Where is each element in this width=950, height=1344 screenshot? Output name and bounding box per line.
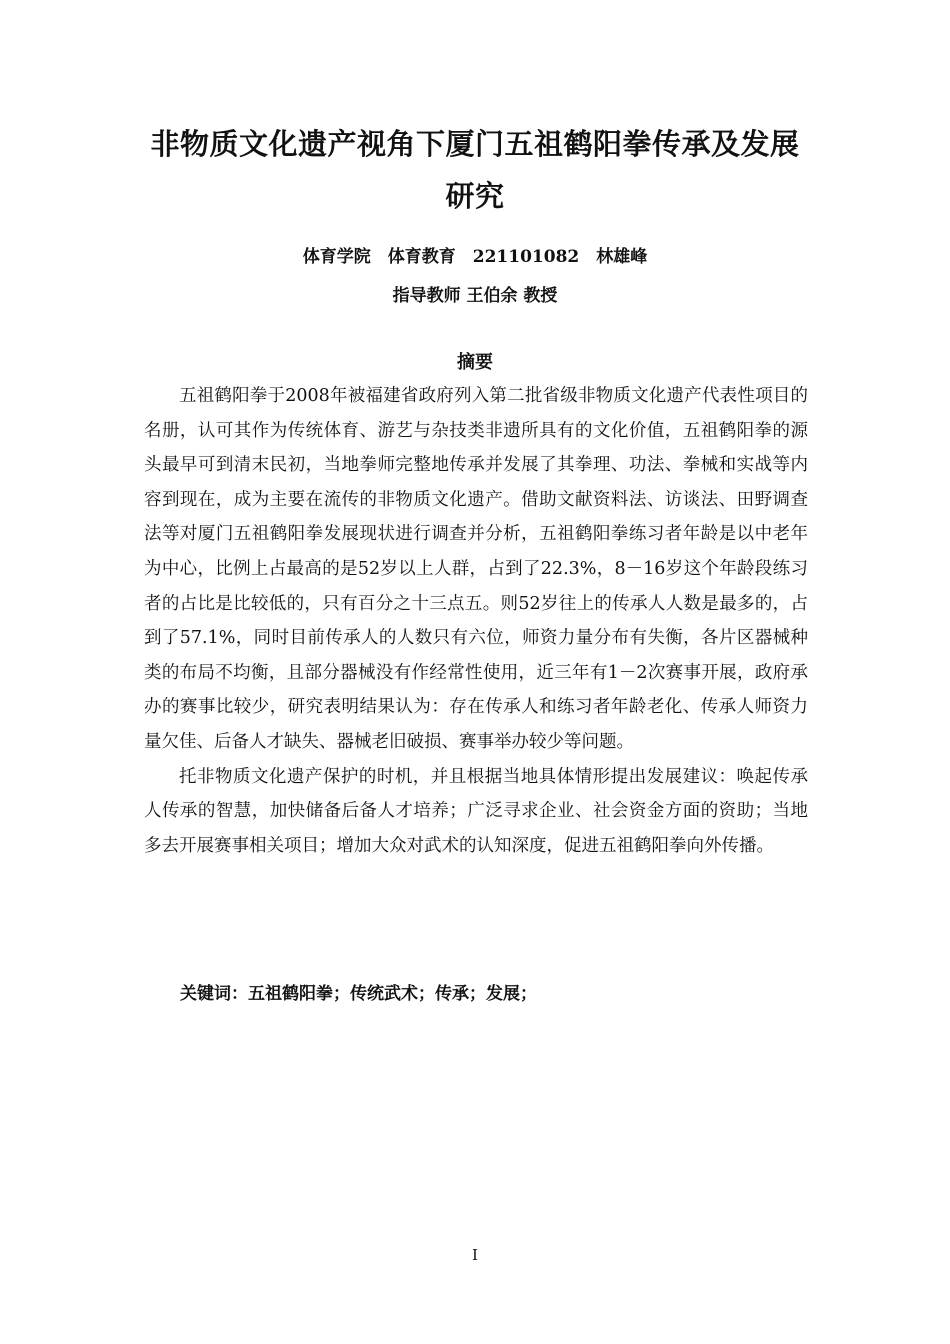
- keywords-line: 关键词：五祖鹤阳拳；传统武术；传承；发展；: [180, 984, 537, 1004]
- document-title: 非物质文化遗产视角下厦门五祖鹤阳拳传承及发展研究: [150, 127, 800, 213]
- advisor-info: 指导教师 王伯余 教授: [392, 286, 558, 306]
- abstract-paragraph-2: 托非物质文化遗产保护的时机，并且根据当地具体情形提出发展建议：唤起传承人传承的智慧，加快储备后备人才培养；广泛寻求企业、社会资金方面的资助；当地多去开展赛事相关项目；增加大众对武术的认知深度，促进五祖鹤阳拳向外传播。: [144, 766, 808, 856]
- author-info: 体育学院 体育教育 221101082 林雄峰: [302, 247, 648, 267]
- abstract-body: [144, 379, 808, 863]
- abstract-heading: 摘要: [457, 352, 493, 373]
- page-number: I: [472, 1246, 478, 1264]
- abstract-paragraph-1: 五祖鹤阳拳于2008年被福建省政府列入第二批省级非物质文化遗产代表性项目的名册，认可其作为传统体育、游艺与杂技类非遗所具有的文化价值，五祖鹤阳拳的源头最早可到清末民初，当地拳师完整地传承并发展了其拳理、功法、拳械和实战等内容到现在，成为主要在流传的非物质文化遗产。借助文献资料法、访谈法、田野调查法等对厦门五祖鹤阳拳发展现状进行调查并分析，五祖鹤阳拳练习者年龄是以中老年为中心，比例上占最高的是52岁以上人群，占到了22.3%，8－16岁这个年龄段练习者的占比是比较低的，只有百分之十三点五。则52岁往上的传承人人数是最多的，占到了57.1%，同时目前传承人的人数只有六位，师资力量分布有失衡，各片区器械种类的布局不均衡，且部分器械没有作经常性使用，近三年有1－2次赛事开展，政府承办的赛事比较少，研究表明结果认为：存在传承人和练习者年龄老化、传承人师资力量欠佳、后备人才缺失、器械老旧破损、赛事举办较少等问题。: [144, 386, 808, 752]
